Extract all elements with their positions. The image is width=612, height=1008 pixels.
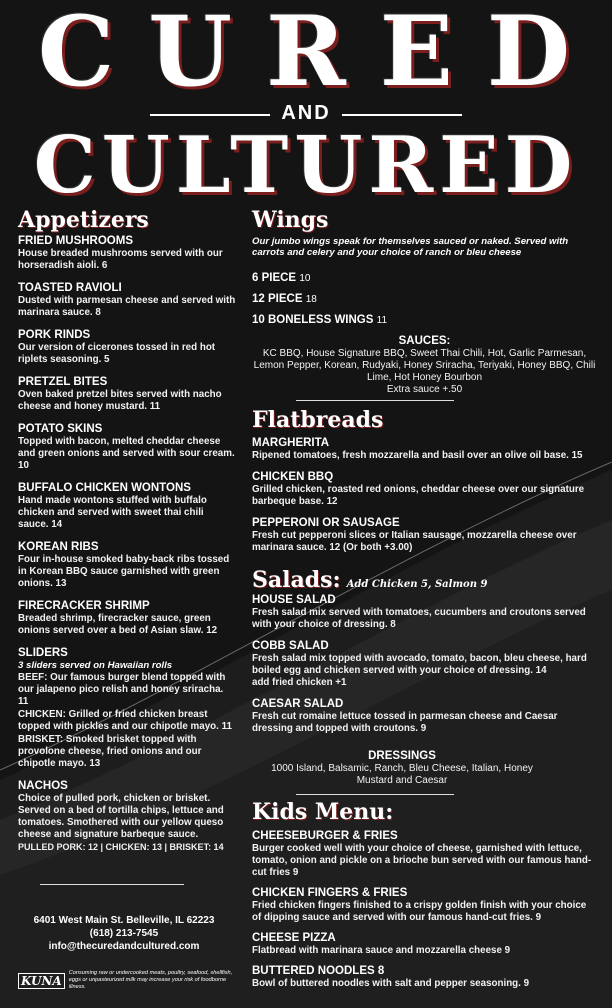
item-name: CHICKEN BBQ: [252, 471, 334, 483]
wing-option-name: 6 PIECE: [252, 272, 297, 284]
kids-section: [252, 800, 597, 990]
wing-option: [252, 314, 597, 326]
item-desc: Topped with bacon, melted cheddar cheese and green onions and served with sour cream. 10: [18, 436, 235, 471]
item-name: FIRECRACKER SHRIMP: [18, 600, 150, 612]
item-name: CHEESEBURGER & FRIES: [252, 830, 398, 842]
slider-brisket: BRISKET: Smoked brisket topped with provolone cheese, fried onions and our chipotle mayo. 13: [18, 734, 202, 769]
item-note: 3 sliders served on Hawaiian rolls: [18, 660, 173, 671]
kids-title: Kids Menu:: [252, 799, 394, 825]
item-desc: Fresh salad mix served with tomatoes, cucumbers and croutons served with your choice of dressing. 8: [252, 607, 586, 630]
item-desc: Hand made wontons stuffed with buffalo chicken and served with sweet thai chili sauce. 14: [18, 495, 207, 530]
menu-item: [18, 282, 236, 319]
sauces-list: KC BBQ, House Signature BBQ, Sweet Thai Chili, Hot, Garlic Parmesan, Lemon Pepper, Korean, Rudyaki, Honey Sriracha, Teriyaki, Honey BBQ, Chili Lime, Hot Honey Bourbon: [253, 348, 596, 383]
item-name: HOUSE SALAD: [252, 594, 336, 606]
divider: [296, 400, 454, 401]
menu-item: [252, 437, 597, 462]
item-name: CAESAR SALAD: [252, 698, 344, 710]
item-desc: House breaded mushrooms served with our horseradish aioli. 6: [18, 248, 223, 271]
salads-title: Salads:: [252, 567, 341, 593]
item-desc: Four in-house smoked baby-back ribs tossed in Korean BBQ sauce garnished with green onions. 13: [18, 554, 230, 589]
flatbreads-title: Flatbreads: [252, 407, 384, 433]
item-desc: Ripened tomatoes, fresh mozzarella and basil over an olive oil base. 15: [252, 450, 583, 461]
wing-option-price: 18: [305, 294, 317, 305]
extra-sauce: Extra sauce +.50: [386, 384, 463, 395]
email: info@thecuredandcultured.com: [48, 941, 200, 952]
item-desc: Grilled chicken, roasted red onions, cheddar cheese over our signature barbeque base. 12: [252, 484, 585, 507]
divider: [296, 794, 454, 795]
wings-title: Wings: [252, 207, 329, 233]
disclaimer: Consuming raw or undercooked meats, poultry, seafood, shellfish, eggs or unpasteurized milk may increase your risk of foodborne illness.: [68, 970, 233, 990]
wing-option-name: 10 BONELESS WINGS: [252, 314, 374, 326]
dressings-title: DRESSINGS: [368, 750, 436, 762]
appetizers-title: Appetizers: [18, 207, 149, 233]
item-name: FRIED MUSHROOMS: [18, 235, 133, 247]
item-desc: Oven baked pretzel bites served with nacho cheese and honey mustard. 11: [18, 389, 222, 412]
item-desc: Fresh cut romaine lettuce tossed in parmesan cheese and Caesar dressing and topped with croutons. 9: [252, 711, 558, 734]
item-desc: Bowl of buttered noodles with salt and pepper seasoning. 9: [252, 978, 530, 989]
slider-chicken: CHICKEN: Grilled or fried chicken breast topped with pickles and our chipotle mayo. 11: [18, 709, 232, 732]
menu-item: [18, 541, 236, 590]
item-desc: Flatbread with marinara sauce and mozzarella cheese 9: [252, 945, 511, 956]
wings-note: Our jumbo wings speak for themselves sauced or naked. Served with carrots and celery and your choice of ranch or bleu cheese: [252, 236, 569, 258]
item-name: PEPPERONI OR SAUSAGE: [252, 517, 400, 529]
item-name: TOASTED RAVIOLI: [18, 282, 122, 294]
phone: (618) 213-7545: [89, 928, 159, 939]
item-name: CHEESE PIZZA: [252, 932, 336, 944]
item-desc: Fresh salad mix topped with avocado, tomato, bacon, bleu cheese, hard boiled egg and chicken served with your choice of dressing. 14: [252, 653, 587, 676]
slider-beef: BEEF: Our famous burger blend topped with our jalapeno pico relish and honey sriracha. 11: [18, 672, 226, 707]
salads-section: [252, 568, 597, 735]
salads-note: Add Chicken 5, Salmon 9: [346, 579, 488, 590]
item-prices: PULLED PORK: 12 | CHICKEN: 13 | BRISKET: 14: [18, 842, 224, 852]
divider: [40, 884, 184, 885]
menu-item: [252, 594, 597, 631]
wing-option-name: 12 PIECE: [252, 293, 303, 305]
item-name: PORK RINDS: [18, 329, 91, 341]
sauces-block: [252, 335, 597, 396]
item-name: COBB SALAD: [252, 640, 329, 652]
menu-item: [252, 517, 597, 554]
item-name: BUFFALO CHICKEN WONTONS: [18, 482, 191, 494]
item-name: PRETZEL BITES: [18, 376, 108, 388]
menu-item-sliders: [18, 647, 236, 770]
appetizers-section: [18, 208, 236, 853]
item-desc: Burger cooked well with your choice of cheese, garnished with lettuce, tomato, onion and pickle on a brioche bun served with our famous hand-cut fries 9: [252, 843, 592, 878]
logo-cured: CURED: [37, 0, 605, 108]
menu-item: [252, 698, 597, 735]
wings-section: [252, 208, 597, 326]
menu-item: [18, 235, 236, 272]
item-name: NACHOS: [18, 780, 68, 792]
menu-item: [18, 600, 236, 637]
menu-item-nachos: [18, 780, 236, 853]
sauces-title: SAUCES:: [398, 335, 451, 347]
menu-item: [252, 471, 597, 508]
menu-item: [252, 640, 597, 689]
dressings-block: [252, 750, 552, 787]
item-desc: Choice of pulled pork, chicken or brisket. Served on a bed of tortilla chips, lettuce and tomatoes. Smothered with our yellow queso cheese and signature barbeque sauce.: [18, 793, 224, 840]
item-name: KOREAN RIBS: [18, 541, 99, 553]
wing-option: [252, 293, 597, 305]
item-name: POTATO SKINS: [18, 423, 103, 435]
item-desc: Fried chicken fingers finished to a crispy golden finish with your choice of dipping sauce and served with our famous hand-cut fries. 9: [252, 900, 587, 923]
address: 6401 West Main St. Belleville, IL 62223: [33, 915, 215, 926]
menu-item: [252, 932, 597, 957]
menu-item: [252, 887, 597, 924]
kuna-logo: KUNA: [18, 973, 65, 989]
item-desc: Breaded shrimp, firecracker sauce, green onions served over a bed of Asian slaw. 12: [18, 613, 218, 636]
item-desc: Our version of cicerones tossed in red hot riplets seasoning. 5: [18, 342, 216, 365]
item-name: SLIDERS: [18, 647, 68, 659]
logo-rule-right: [342, 114, 462, 116]
menu-item: [18, 329, 236, 366]
logo-and: AND: [281, 102, 331, 124]
dressings-list: 1000 Island, Balsamic, Ranch, Bleu Cheese, Italian, Honey Mustard and Caesar: [271, 763, 533, 786]
menu-item: [252, 830, 597, 879]
flatbreads-section: [252, 408, 597, 554]
item-name: MARGHERITA: [252, 437, 330, 449]
item-name: BUTTERED NOODLES 8: [252, 965, 385, 977]
menu-item: [18, 376, 236, 413]
item-extra: add fried chicken +1: [252, 677, 347, 688]
footer: [18, 970, 240, 991]
wing-option: [252, 272, 597, 284]
item-name: CHICKEN FINGERS & FRIES: [252, 887, 408, 899]
wing-option-price: 10: [299, 273, 311, 284]
item-desc: Fresh cut pepperoni slices or Italian sausage, mozzarella cheese over marinara sauce. 12 (Or both +3.00): [252, 530, 577, 553]
item-desc: Dusted with parmesan cheese and served with marinara sauce. 8: [18, 295, 236, 318]
menu-item: [18, 423, 236, 472]
logo-cultured: CULTURED: [33, 120, 579, 211]
wing-option-price: 11: [376, 315, 388, 326]
menu-item: [252, 965, 597, 990]
contact-block: [24, 914, 224, 953]
menu-item: [18, 482, 236, 531]
